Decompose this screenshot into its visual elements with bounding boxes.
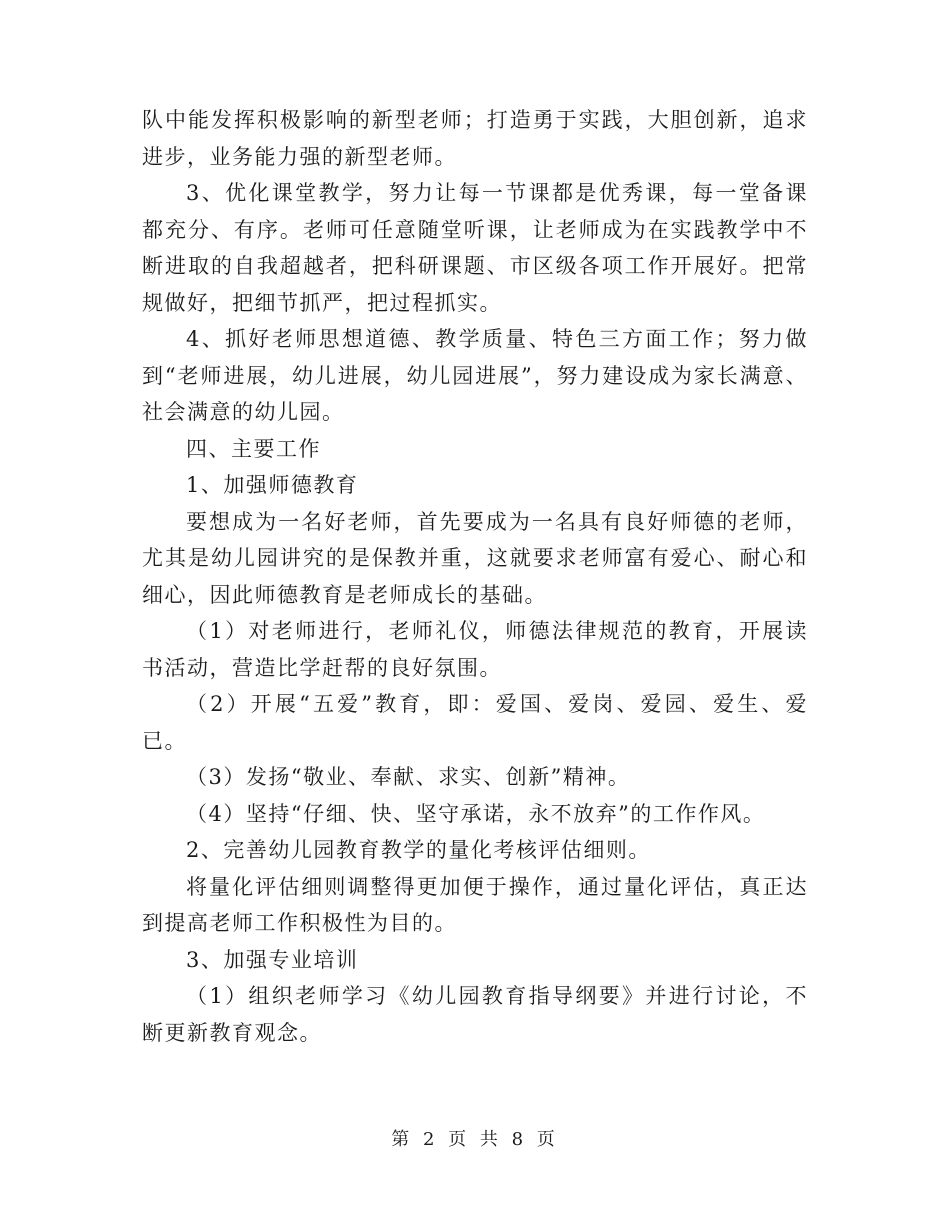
paragraph: 将量化评估细则调整得更加便于操作，通过量化评估，真正达到提高老师工作积极性为目的。: [142, 874, 808, 935]
list-item: （1）组织老师学习《幼儿园教育指导纲要》并进行讨论，不断更新教育观念。: [142, 984, 808, 1045]
paragraph: 3、优化课堂教学，努力让每一节课都是优秀课，每一堂备课都充分、有序。老师可任意随堂听课，让老师成为在实践教学中不断进取的自我超越者，把科研课题、市区级各项工作开展好。把常规做好，把细节抓严，把过程抓实。: [142, 181, 808, 315]
list-item: （3）发扬“敬业、奉献、求实、创新”精神。: [186, 765, 631, 789]
subsection-heading: 2、完善幼儿园教育教学的量化考核评估细则。: [186, 838, 651, 862]
list-item: （1）对老师进行，老师礼仪，师德法律规范的教育，开展读书活动，营造比学赶帮的良好氛围。: [142, 619, 808, 680]
page-number-footer: 第 2 页 共 8 页: [391, 1129, 559, 1150]
paragraph: 要想成为一名好老师，首先要成为一名具有良好师德的老师，尤其是幼儿园讲究的是保教并重，这就要求老师富有爱心、耐心和细心，因此师德教育是老师成长的基础。: [142, 509, 808, 607]
subsection-heading: 1、加强师德教育: [186, 473, 359, 497]
paragraph: 队中能发挥积极影响的新型老师；打造勇于实践，大胆创新，追求进步，业务能力强的新型老师。: [142, 108, 808, 169]
list-item: （4）坚持“仔细、快、坚守承诺，永不放弃”的工作作风。: [186, 801, 766, 826]
subsection-heading: 3、加强专业培训: [186, 947, 359, 972]
paragraph: 4、抓好老师思想道德、教学质量、特色三方面工作；努力做到“老师进展，幼儿进展，幼儿园进展”，努力建设成为家长满意、社会满意的幼儿园。: [142, 327, 808, 424]
list-item: （2）开展“五爱”教育，即：爱国、爱岗、爱园、爱生、爱已。: [142, 692, 808, 753]
document-body: [142, 102, 808, 1051]
section-heading: 四、主要工作: [186, 436, 321, 461]
